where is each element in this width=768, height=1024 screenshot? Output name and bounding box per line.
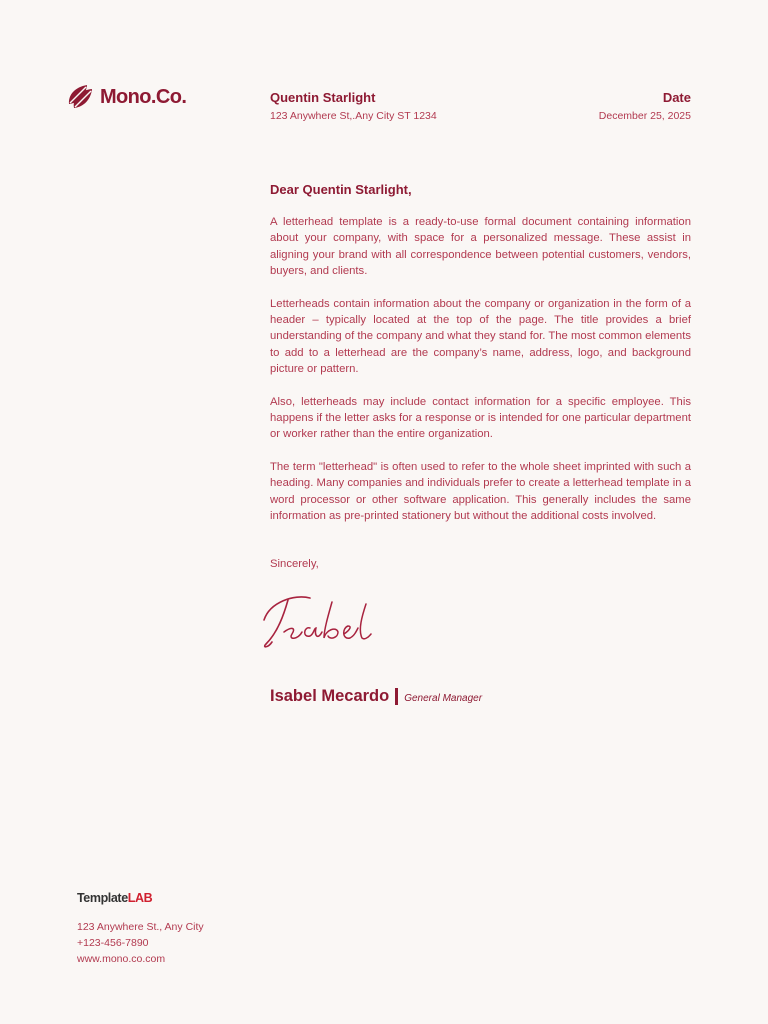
date-value: December 25, 2025 (598, 110, 691, 122)
footer-contact (77, 919, 204, 967)
footer-address: 123 Anywhere St., Any City (77, 921, 204, 933)
footer-brand-part1: Template (77, 891, 128, 905)
letter-paragraph: The term "letterhead" is often used to refer to the whole sheet imprinted with such a heading. Many companies and individuals prefer to create a letterhead template in a word processor or other software application. This generally includes the same information as pre-printed stationery but without the additional costs involved. (270, 460, 691, 523)
footer-brand-logo (77, 891, 152, 905)
letter-paragraph: A letterhead template is a ready-to-use formal document containing information about your company, with space for a personalized message. These assist in aligning your brand with all correspondence between potential customers, vendors, buyers, and clients. (270, 216, 691, 278)
recipient-block (270, 90, 437, 123)
letter-greeting: Dear Quentin Starlight, (270, 182, 412, 197)
footer-website: www.mono.co.com (77, 953, 166, 965)
date-block (599, 90, 691, 123)
letter-paragraph: Also, letterheads may include contact information for a specific employee. This happens if the letter asks for a response or is intended for one particular department or worker rather than the entire organization. (270, 395, 691, 441)
letter-body (270, 214, 691, 541)
footer-phone: +123-456-7890 (77, 937, 149, 949)
letter-paragraph: Letterheads contain information about the company or organization in the form of a header – typically located at the top of the page. The title provides a brief understanding of the company and what they stand for. The most common elements to add to a letterhead are the company’s name, address, logo, and background picture or pattern. (270, 297, 691, 376)
date-label: Date (662, 90, 691, 105)
signer-divider (395, 688, 398, 705)
signer-name: Isabel Mecardo (270, 687, 390, 705)
signer-title: General Manager (404, 693, 483, 704)
footer-brand-part2: LAB (127, 891, 153, 905)
signer-block (270, 687, 482, 706)
recipient-address: 123 Anywhere St,.Any City ST 1234 (270, 110, 437, 122)
leaf-logo-icon (66, 84, 94, 110)
company-logo (66, 84, 186, 110)
recipient-name: Quentin Starlight (270, 90, 376, 105)
letter-closing: Sincerely, (270, 558, 319, 570)
handwritten-signature (258, 588, 378, 657)
logo-text: Mono.Co. (100, 85, 187, 108)
